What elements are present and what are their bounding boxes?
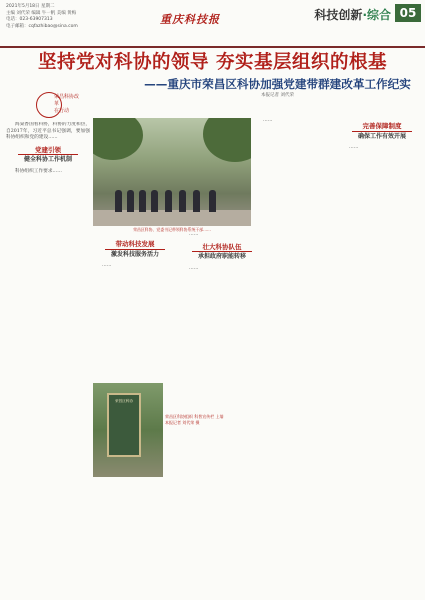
section-heading: 完善保障制度 — [362, 122, 402, 130]
page-number: 05 — [395, 4, 421, 22]
headline: 坚持党对科协的领导 夯实基层组织的根基 — [38, 52, 387, 73]
section-divider — [352, 131, 412, 132]
section-title-accent: ·综合 — [362, 8, 391, 22]
paragraph: …… — [189, 232, 199, 237]
photo-ground — [93, 210, 251, 226]
article-column-1 — [6, 122, 90, 600]
section-heading: 党建引领 — [35, 145, 61, 154]
signboard — [107, 393, 141, 457]
paragraph: 海棠香国看科协，科协的力度和热，自2017年，习近平总书记强调，要加强科协组织和党的建设…… — [6, 122, 90, 141]
signboard-text: 荣昌区科协 — [115, 399, 133, 403]
section-subheading: 激发科技服务活力 — [110, 250, 159, 258]
date-line: 2021年5月18日 星期二 — [6, 4, 55, 9]
paragraph: …… — [349, 145, 359, 151]
photo-tree — [203, 118, 251, 162]
paragraph: …… — [263, 118, 273, 123]
masthead-meta — [6, 4, 78, 30]
article-column-3 — [180, 232, 264, 596]
phone-line: 电话：023-63907313 — [6, 17, 53, 23]
signboard-photo — [93, 383, 163, 477]
section-subheading: 承担政府职能转移 — [197, 253, 246, 261]
section-title-main: 科技创新 — [314, 8, 363, 22]
email-line: 电子邮箱：cqfazhibao@sina.com — [6, 23, 78, 29]
newspaper-logo: 重庆科技报 — [160, 13, 220, 26]
badge-text — [54, 94, 80, 115]
paragraph: 科协组织工作要求…… — [15, 168, 62, 174]
photo-person — [115, 190, 122, 212]
photo-person — [209, 190, 216, 212]
article-column-2 — [93, 236, 177, 376]
badge-line2: 在行动 — [54, 108, 70, 114]
photo-person — [179, 190, 186, 212]
badge-line1: 荣昌科协改革 — [54, 94, 80, 107]
photo-person — [165, 190, 172, 212]
paragraph: …… — [189, 265, 199, 271]
article-column-4 — [254, 118, 338, 596]
signboard-caption: 荣昌区科协组织 科普宣传栏 上墙 本报记者 刘代荣 摄 — [165, 414, 224, 425]
photo-tree — [93, 118, 143, 160]
photo-caption: 荣昌区科协、党委书记带领科协系统干部…… — [133, 227, 211, 232]
editor-line: 主编 刘代荣 编辑 牛一帆 美编 黄梅 — [6, 10, 77, 16]
article-photo-group — [93, 118, 251, 226]
masthead — [0, 0, 425, 48]
section-title — [314, 6, 391, 23]
byline: 本报记者 刘代荣 — [261, 93, 294, 98]
paragraph: …… — [102, 263, 112, 269]
photo-person — [151, 190, 158, 212]
photo-person — [193, 190, 200, 212]
section-heading: 壮大科协队伍 — [202, 242, 242, 251]
photo-person — [139, 190, 146, 212]
article-column-5 — [340, 118, 424, 596]
section-divider — [105, 249, 165, 250]
column-badge — [36, 90, 80, 118]
section-subheading: 确保工作有效开展 — [357, 132, 406, 140]
photo-person — [127, 190, 134, 212]
section-heading: 带动科技发展 — [115, 240, 155, 248]
subheadline: ——重庆市荣昌区科协加强党建带群建改革工作纪实 — [144, 77, 411, 91]
section-subheading: 健全科协工作机制 — [23, 156, 72, 164]
